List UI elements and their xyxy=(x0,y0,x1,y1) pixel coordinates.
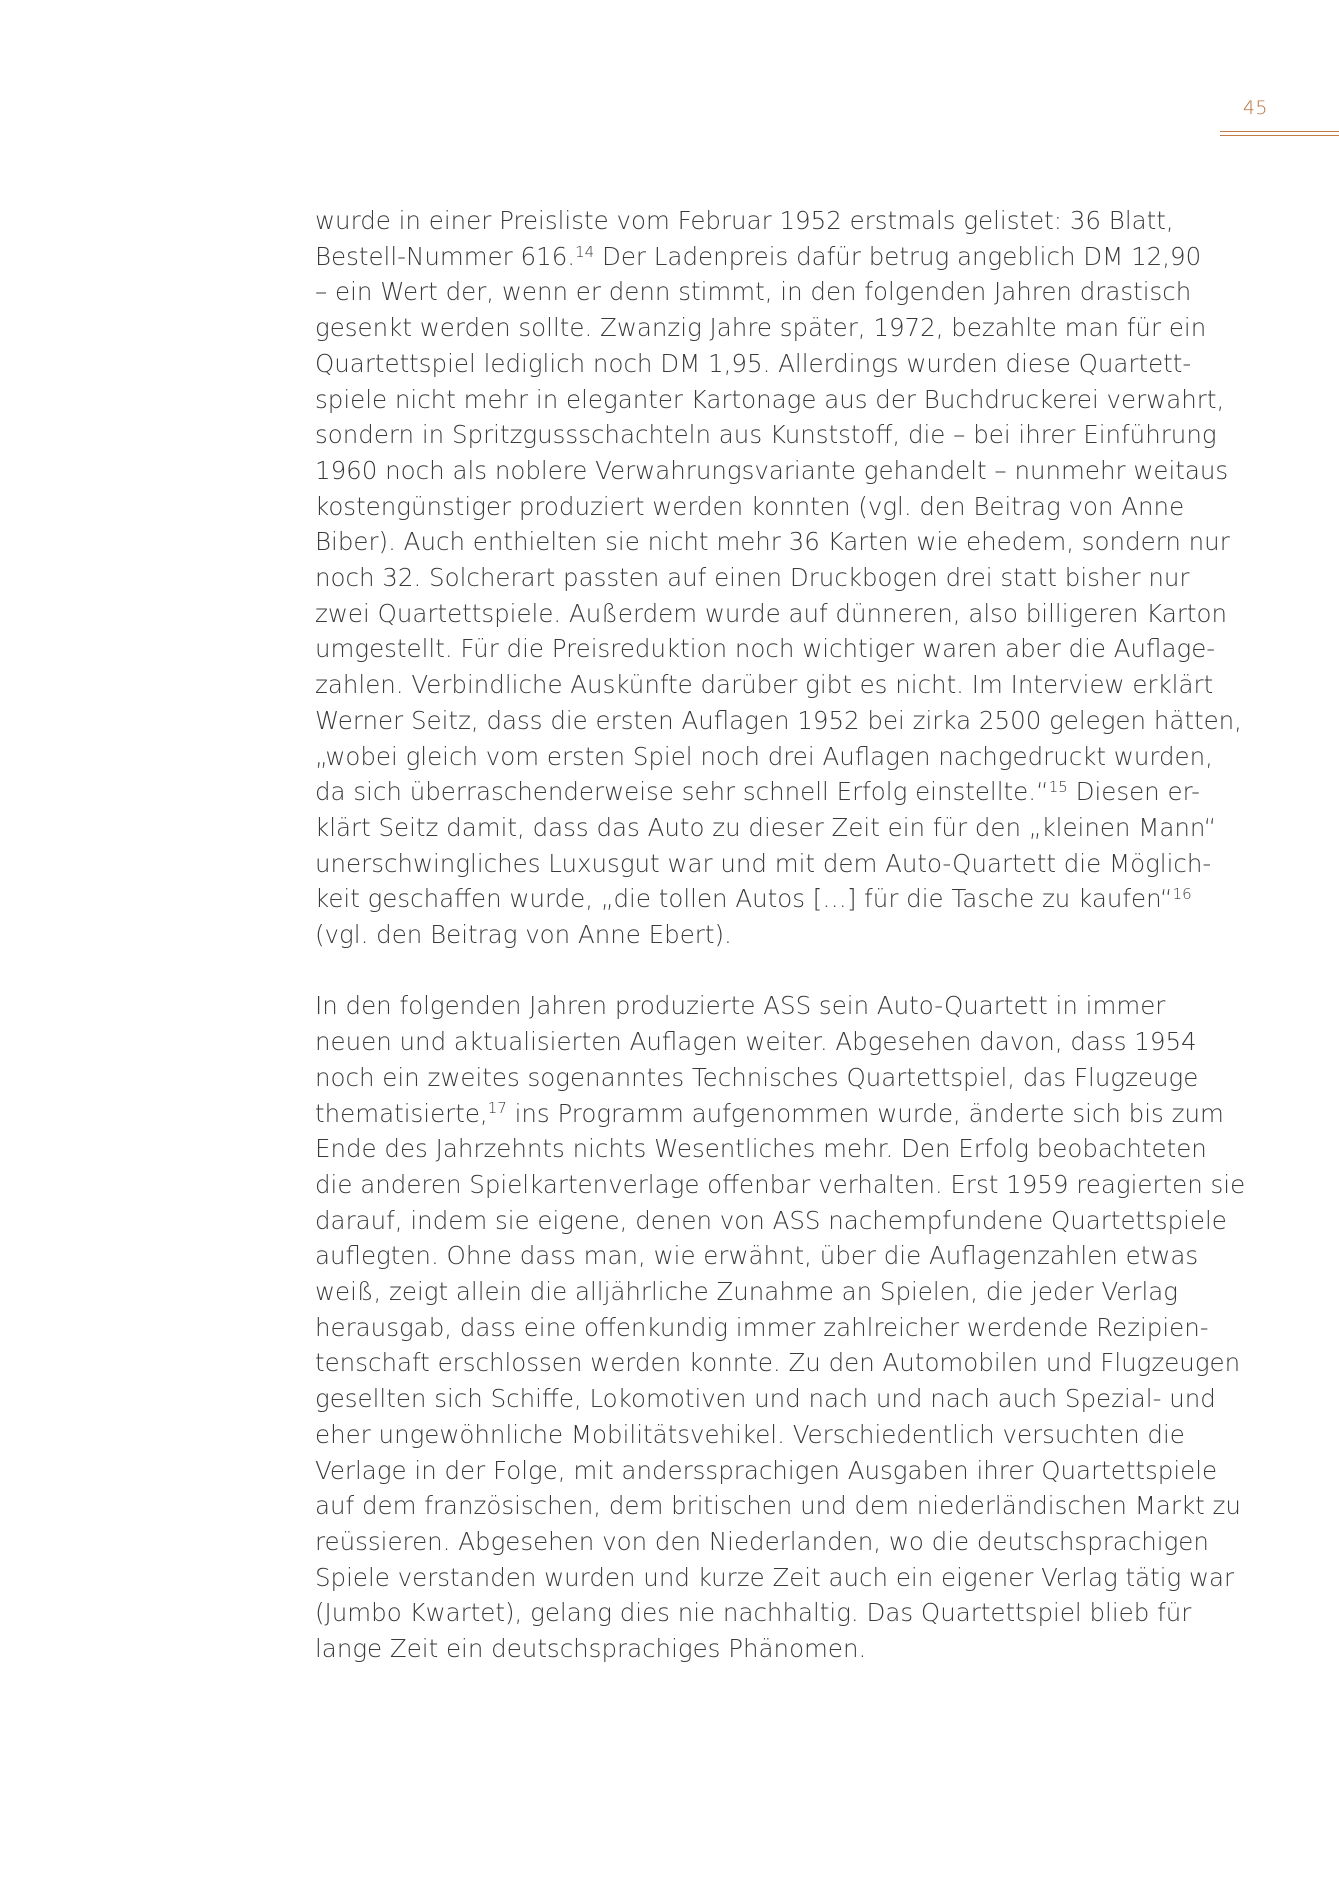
text-line xyxy=(315,1453,1225,1489)
text-line xyxy=(315,1131,1225,1167)
text-line xyxy=(315,703,1242,739)
text-segment: umgestellt. Für die Preisreduktion noch wichtiger waren aber die Auflage- xyxy=(315,634,1216,664)
text-segment: Spiele verstanden wurden und kurze Zeit auch ein eigener Verlag tätig war xyxy=(315,1562,1235,1592)
text-line xyxy=(315,560,1225,596)
text-segment: (Jumbo Kwartet), gelang dies nie nachhaltig. Das Quartettspiel blieb für xyxy=(315,1598,1192,1628)
text-segment: reüssieren. Abgesehen von den Niederlanden, wo die deutschsprachigen xyxy=(315,1527,1209,1556)
text-line xyxy=(315,631,1225,667)
footnote-marker: 14 xyxy=(575,242,595,261)
text-segment: kostengünstiger produziert werden konnten (vgl. den Beitrag von Anne xyxy=(315,491,1185,521)
text-segment: In den folgenden Jahren produzierte ASS sein Auto-Quartett in immer xyxy=(315,991,1166,1021)
text-segment: ins Programm aufgenommen wurde, änderte sich bis zum xyxy=(506,1098,1224,1128)
text-segment: spiele nicht mehr in eleganter Kartonage aus der Buchdruckerei verwahrt, xyxy=(315,384,1225,414)
text-segment: herausgab, dass eine offenkundig immer zahlreicher werdende Rezipien- xyxy=(315,1312,1209,1342)
text-line xyxy=(315,1274,1225,1310)
page-number: 45 xyxy=(1242,97,1268,119)
text-segment: keit geschaffen wurde, „die tollen Autos […] für die Tasche zu kaufen“ xyxy=(315,884,1173,914)
text-line xyxy=(315,1417,1225,1453)
text-line xyxy=(315,417,1225,453)
text-segment: darauf, indem sie eigene, denen von ASS nachempfundene Quartettspiele xyxy=(315,1205,1227,1235)
text-segment: wurde in einer Preisliste vom Februar 1952 erstmals gelistet: 36 Blatt, xyxy=(315,206,1174,235)
text-line xyxy=(315,1167,1246,1203)
text-segment: tenschaft erschlossen werden konnte. Zu den Automobilen und Flugzeugen xyxy=(315,1348,1241,1378)
text-segment: gesenkt werden sollte. Zwanzig Jahre später, 1972, bezahlte man für ein xyxy=(315,313,1207,343)
text-line xyxy=(315,346,1225,382)
text-line xyxy=(315,1524,1225,1560)
paragraph-1 xyxy=(315,203,1242,953)
text-line xyxy=(315,988,1225,1024)
header-rule-bottom xyxy=(1220,135,1339,136)
text-line xyxy=(315,1203,1225,1239)
text-segment: – ein Wert der, wenn er denn stimmt, in den folgenden Jahren drastisch xyxy=(315,277,1192,307)
text-line xyxy=(315,1238,1225,1274)
header-rule-top xyxy=(1220,131,1339,132)
text-segment: 1960 noch als noblere Verwahrungsvariante gehandelt – nunmehr weitaus xyxy=(315,455,1229,485)
text-line xyxy=(315,274,1225,310)
text-line xyxy=(315,310,1225,346)
text-segment: Diesen er- xyxy=(1067,777,1200,807)
text-line xyxy=(315,739,1225,775)
text-line xyxy=(315,917,1225,953)
text-segment: zahlen. Verbindliche Auskünfte darüber gibt es nicht. Im Interview erklärt xyxy=(315,670,1214,700)
text-line xyxy=(315,382,1225,418)
text-segment: klärt Seitz damit, dass das Auto zu dieser Zeit ein für den „kleinen Mann“ xyxy=(315,812,1217,842)
text-line xyxy=(315,1060,1225,1096)
text-segment: Werner Seitz, dass die ersten Auflagen 1952 bei zirka 2500 gelegen hätten, xyxy=(315,705,1242,735)
text-line xyxy=(315,774,1225,810)
text-line xyxy=(315,489,1225,525)
text-line xyxy=(315,1595,1225,1631)
text-segment: neuen und aktualisierten Auflagen weiter. Abgesehen davon, dass 1954 xyxy=(315,1027,1197,1057)
footnote-marker: 16 xyxy=(1172,885,1192,904)
text-segment: lange Zeit ein deutschsprachiges Phänomen. xyxy=(315,1634,867,1664)
text-segment: Bestell-Nummer 616. xyxy=(315,241,576,271)
text-segment: Quartettspiel lediglich noch DM 1,95. Allerdings wurden diese Quartett- xyxy=(315,348,1192,378)
text-segment: unerschwingliches Luxusgut war und mit dem Auto-Quartett die Möglich- xyxy=(315,848,1212,878)
text-segment: (vgl. den Beitrag von Anne Ebert). xyxy=(315,920,732,950)
text-segment: eher ungewöhnliche Mobilitätsvehikel. Verschiedentlich versuchten die xyxy=(315,1419,1185,1449)
paragraph-gap xyxy=(315,953,1225,989)
text-line xyxy=(315,524,1230,560)
text-segment: sondern in Spritzgussschachteln aus Kunststoff, die – bei ihrer Einführung xyxy=(315,420,1217,450)
text-segment: auf dem französischen, dem britischen und dem niederländischen Markt zu xyxy=(315,1491,1241,1521)
text-segment: Ende des Jahrzehnts nichts Wesentliches mehr. Den Erfolg beobachteten xyxy=(315,1134,1207,1164)
text-line xyxy=(315,881,1225,917)
text-line xyxy=(315,596,1228,632)
text-segment: die anderen Spielkartenverlage offenbar verhalten. Erst 1959 reagierten sie xyxy=(315,1169,1246,1199)
text-line xyxy=(315,1310,1225,1346)
text-segment: zwei Quartettspiele. Außerdem wurde auf dünneren, also billigeren Karton xyxy=(315,598,1228,628)
text-segment: auflegten. Ohne dass man, wie erwähnt, über die Auflagenzahlen etwas xyxy=(315,1241,1199,1271)
text-segment: noch 32. Solcherart passten auf einen Druckbogen drei statt bisher nur xyxy=(315,563,1190,593)
text-line xyxy=(315,1488,1241,1524)
text-segment: gesellten sich Schiffe, Lokomotiven und nach und nach auch Spezial- und xyxy=(315,1384,1216,1414)
text-line xyxy=(315,1024,1225,1060)
text-line xyxy=(315,453,1229,489)
text-line xyxy=(315,203,1225,239)
text-line xyxy=(315,1381,1225,1417)
text-segment: noch ein zweites sogenanntes Technisches Quartettspiel, das Flugzeuge xyxy=(315,1062,1199,1092)
text-segment: thematisierte, xyxy=(315,1098,488,1128)
text-line xyxy=(315,667,1225,703)
paragraph-2 xyxy=(315,988,1246,1666)
text-line xyxy=(315,239,1225,275)
text-segment: Der Ladenpreis dafür betrug angeblich DM 12,90 xyxy=(594,241,1202,271)
text-segment: weiß, zeigt allein die alljährliche Zunahme an Spielen, die jeder Verlag xyxy=(315,1277,1178,1307)
footnote-marker: 17 xyxy=(487,1099,507,1118)
text-segment: Verlage in der Folge, mit anderssprachigen Ausgaben ihrer Quartettspiele xyxy=(315,1455,1218,1485)
footnote-marker: 15 xyxy=(1048,778,1068,797)
body-text xyxy=(315,203,1246,1667)
text-segment: da sich überraschenderweise sehr schnell Erfolg einstellte.“ xyxy=(315,777,1049,807)
text-segment: Biber). Auch enthielten sie nicht mehr 36 Karten wie ehedem, sondern nur xyxy=(315,527,1230,557)
text-line xyxy=(315,846,1225,882)
text-line xyxy=(315,1560,1235,1596)
text-line xyxy=(315,1631,1225,1667)
text-line xyxy=(315,1096,1225,1132)
text-segment: „wobei gleich vom ersten Spiel noch drei Auflagen nachgedruckt wurden, xyxy=(315,741,1213,771)
text-line xyxy=(315,810,1225,846)
text-line xyxy=(315,1345,1241,1381)
